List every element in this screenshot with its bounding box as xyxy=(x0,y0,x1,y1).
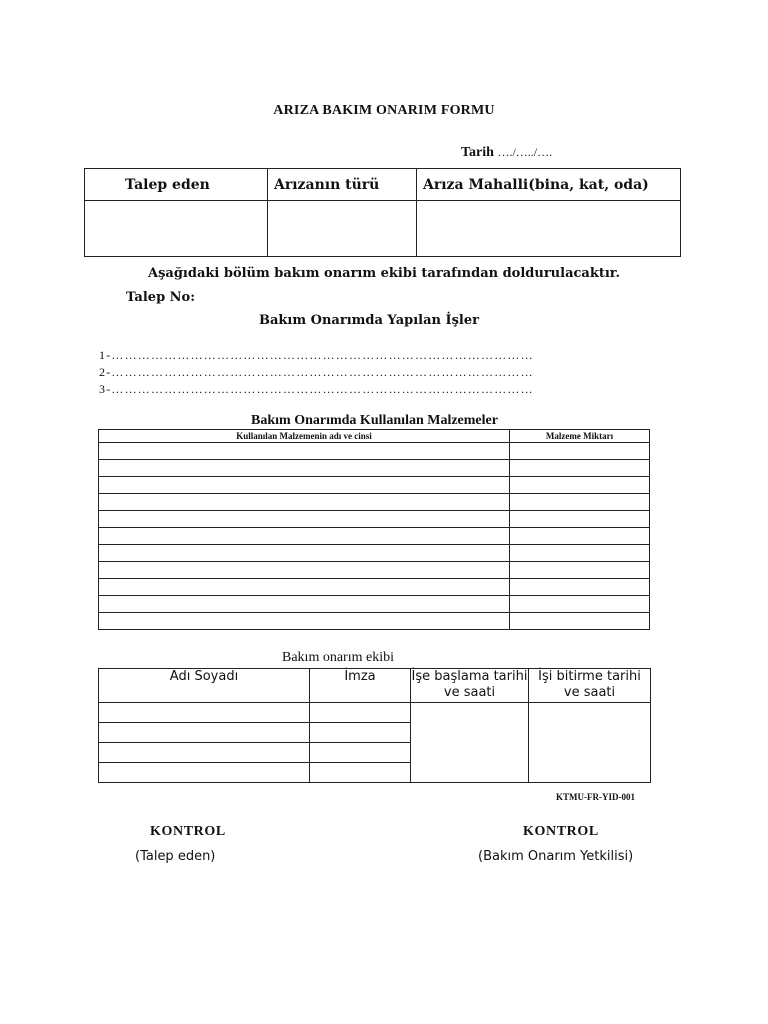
team-name-cell[interactable] xyxy=(99,723,310,743)
date-field xyxy=(461,145,552,161)
fault-location-cell[interactable] xyxy=(417,201,681,257)
end-time-cell[interactable] xyxy=(529,703,651,783)
team-name-cell[interactable] xyxy=(99,763,310,783)
team-signature-cell[interactable] xyxy=(310,763,411,783)
material-qty-cell[interactable] xyxy=(510,494,650,511)
team-title: Bakım onarım ekibi xyxy=(282,650,394,665)
header-start-time: İşe başlama tarihi ve saati xyxy=(411,669,529,703)
header-name: Adı Soyadı xyxy=(99,669,310,703)
requester-cell[interactable] xyxy=(85,201,268,257)
form-code: KTMU-FR-YID-001 xyxy=(556,792,635,802)
team-signature-cell[interactable] xyxy=(310,703,411,723)
control-left-role: (Talep eden) xyxy=(135,849,216,864)
header-fault-location: Arıza Mahalli(bina, kat, oda) xyxy=(417,169,681,201)
header-material-quantity: Malzeme Miktarı xyxy=(510,430,650,443)
material-name-cell[interactable] xyxy=(99,443,510,460)
material-qty-cell[interactable] xyxy=(510,613,650,630)
material-qty-cell[interactable] xyxy=(510,511,650,528)
request-table xyxy=(84,168,681,257)
form-title: ARIZA BAKIM ONARIM FORMU xyxy=(273,103,495,118)
team-signature-cell[interactable] xyxy=(310,723,411,743)
date-label: Tarih xyxy=(461,145,494,160)
material-qty-cell[interactable] xyxy=(510,596,650,613)
material-name-cell[interactable] xyxy=(99,596,510,613)
material-name-cell[interactable] xyxy=(99,545,510,562)
material-name-cell[interactable] xyxy=(99,460,510,477)
header-material-name: Kullanılan Malzemenin adı ve cinsi xyxy=(99,430,510,443)
material-qty-cell[interactable] xyxy=(510,443,650,460)
material-name-cell[interactable] xyxy=(99,579,510,596)
materials-table xyxy=(98,429,650,630)
material-qty-cell[interactable] xyxy=(510,528,650,545)
works-title: Bakım Onarımda Yapılan İşler xyxy=(259,313,479,328)
start-time-cell[interactable] xyxy=(411,703,529,783)
header-requester: Talep eden xyxy=(85,169,268,201)
team-name-cell[interactable] xyxy=(99,743,310,763)
header-signature: İmza xyxy=(310,669,411,703)
team-name-cell[interactable] xyxy=(99,703,310,723)
control-left-label: KONTROL xyxy=(150,824,226,839)
material-name-cell[interactable] xyxy=(99,562,510,579)
material-name-cell[interactable] xyxy=(99,494,510,511)
work-line-3[interactable]: 3-…………………………………………………………………………………… xyxy=(99,382,534,396)
work-line-1[interactable]: 1-…………………………………………………………………………………… xyxy=(99,348,534,362)
material-qty-cell[interactable] xyxy=(510,460,650,477)
header-end-time: İşi bitirme tarihi ve saati xyxy=(529,669,651,703)
header-fault-type: Arızanın türü xyxy=(268,169,417,201)
work-line-2[interactable]: 2-…………………………………………………………………………………… xyxy=(99,365,534,379)
material-qty-cell[interactable] xyxy=(510,579,650,596)
materials-title: Bakım Onarımda Kullanılan Malzemeler xyxy=(251,413,498,428)
material-qty-cell[interactable] xyxy=(510,477,650,494)
control-right-label: KONTROL xyxy=(523,824,599,839)
material-qty-cell[interactable] xyxy=(510,545,650,562)
section-note: Aşağıdaki bölüm bakım onarım ekibi tarafından doldurulacaktır. xyxy=(148,266,620,281)
material-name-cell[interactable] xyxy=(99,477,510,494)
material-qty-cell[interactable] xyxy=(510,562,650,579)
fault-type-cell[interactable] xyxy=(268,201,417,257)
team-signature-cell[interactable] xyxy=(310,743,411,763)
request-no-label: Talep No: xyxy=(126,290,196,305)
control-right-role: (Bakım Onarım Yetkilisi) xyxy=(478,849,634,864)
date-placeholder: …./…../…. xyxy=(497,145,553,159)
material-name-cell[interactable] xyxy=(99,528,510,545)
team-table xyxy=(98,668,651,783)
material-name-cell[interactable] xyxy=(99,613,510,630)
material-name-cell[interactable] xyxy=(99,511,510,528)
